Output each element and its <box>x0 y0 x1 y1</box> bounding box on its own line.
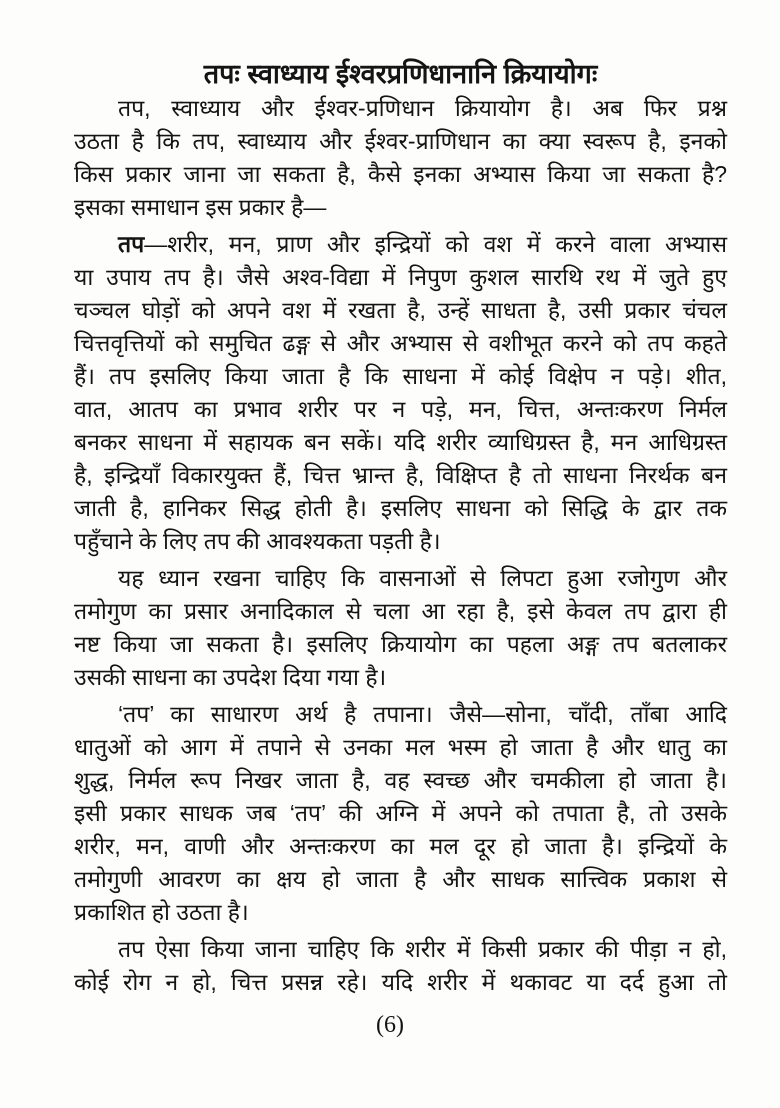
line-text: या उपाय तप है। जैसे अश्व-विद्या में निपुण कुशल सारथि रथ में जुते हुए <box>74 264 727 290</box>
line-text: शुद्ध, निर्मल रूप निखर जाता है, वह स्वच्छ और चमकीला हो जाता है। <box>74 767 727 793</box>
page-title: तपः स्वाध्याय ईश्वरप्रणिधानानि क्रियायोगः <box>203 59 598 89</box>
page-number: (6) <box>376 1012 404 1038</box>
line-text: जाती है, हानिकर सिद्ध होती है। इसलिए साधना को सिद्धि के द्वार तक <box>74 495 727 521</box>
line-text: चञ्चल घोड़ों को अपने वश में रखता है, उन्हें साधता है, उसी प्रकार चंचल <box>74 297 727 323</box>
text-line <box>74 830 727 863</box>
line-text: उसकी साधना का उपदेश दिया गया है। <box>74 664 387 690</box>
text-line <box>74 797 727 830</box>
line-text: —शरीर, मन, प्राण और इन्द्रियों को वश में करने वाला अभ्यास <box>144 231 727 257</box>
text-line <box>74 525 727 558</box>
text-line <box>74 698 727 731</box>
line-text: नष्ट किया जा सकता है। इसलिए क्रियायोग का पहला अङ्ग तप बतलाकर <box>74 631 727 657</box>
text-line <box>74 595 727 628</box>
text-line <box>74 92 727 125</box>
line-text: तमोगुण का प्रसार अनादिकाल से चला आ रहा है, इसे केवल तप द्वारा ही <box>74 598 727 624</box>
text-line <box>74 294 727 327</box>
text-line <box>74 896 727 929</box>
text-line <box>74 125 727 158</box>
page-body <box>74 92 727 999</box>
line-text: इसी प्रकार साधक जब ‘तप’ की अग्नि में अपने को तपाता है, तो उसके <box>74 800 727 826</box>
text-line <box>74 261 727 294</box>
text-line <box>74 228 727 261</box>
line-text: तमोगुणी आवरण का क्षय हो जाता है और साधक सात्त्विक प्रकाश से <box>74 866 727 892</box>
line-text: पहुँचाने के लिए तप की आवश्यकता पड़ती है। <box>74 528 441 554</box>
line-text: यह ध्यान रखना चाहिए कि वासनाओं से लिपटा हुआ रजोगुण और <box>118 565 727 591</box>
line-text: चित्तवृत्तियों को समुचित ढङ्ग से और अभ्यास से वशीभूत करने को तप कहते <box>74 330 727 356</box>
paragraph-lead-term: तप <box>118 231 145 257</box>
line-text: बनकर साधना में सहायक बन सकें। यदि शरीर व्याधिग्रस्त है, मन आधिग्रस्त <box>74 429 727 455</box>
text-line <box>74 459 727 492</box>
text-line <box>74 933 727 966</box>
text-line <box>74 158 727 191</box>
paragraph <box>74 562 727 694</box>
line-text: वात, आतप का प्रभाव शरीर पर न पड़े, मन, चित्त, अन्तःकरण निर्मल <box>74 396 727 422</box>
line-text: प्रकाशित हो उठता है। <box>74 899 249 925</box>
paragraph <box>74 228 727 558</box>
line-text: इसका समाधान इस प्रकार है— <box>74 194 327 220</box>
text-line <box>74 191 727 224</box>
line-text: तप ऐसा किया जाना चाहिए कि शरीर में किसी प्रकार की पीड़ा न हो, <box>118 936 727 962</box>
text-line <box>74 327 727 360</box>
line-text: कोई रोग न हो, चित्त प्रसन्न रहे। यदि शरीर में थकावट या दर्द हुआ तो <box>74 969 727 995</box>
text-line <box>74 426 727 459</box>
paragraph <box>74 92 727 224</box>
line-text: है, इन्द्रियाँ विकारयुक्त हैं, चित्त भ्रान्त है, विक्षिप्त है तो साधना निरर्थक बन <box>74 462 727 488</box>
line-text: किस प्रकार जाना जा सकता है, कैसे इनका अभ्यास किया जा सकता है? <box>74 161 727 187</box>
text-line <box>74 628 727 661</box>
line-text: ‘तप’ का साधारण अर्थ है तपाना। जैसे—सोना, चाँदी, ताँबा आदि <box>118 701 727 727</box>
line-text: धातुओं को आग में तपाने से उनका मल भस्म हो जाता है और धातु का <box>74 734 727 760</box>
line-text: हैं। तप इसलिए किया जाता है कि साधना में कोई विक्षेप न पड़े। शीत, <box>74 363 727 389</box>
text-line <box>74 360 727 393</box>
text-line <box>74 863 727 896</box>
text-line <box>74 966 727 999</box>
text-line <box>74 393 727 426</box>
text-line <box>74 764 727 797</box>
line-text: शरीर, मन, वाणी और अन्तःकरण का मल दूर हो जाता है। इन्द्रियों के <box>74 833 727 859</box>
text-line <box>74 492 727 525</box>
text-line <box>74 661 727 694</box>
paragraph <box>74 698 727 929</box>
line-text: तप, स्वाध्याय और ईश्वर-प्रणिधान क्रियायोग है। अब फिर प्रश्न <box>118 95 727 121</box>
text-line <box>74 562 727 595</box>
book-page <box>74 56 727 999</box>
line-text: उठता है कि तप, स्वाध्याय और ईश्वर-प्राणिधान का क्या स्वरूप है, इनको <box>74 128 727 154</box>
text-line <box>74 731 727 764</box>
paragraph <box>74 933 727 999</box>
